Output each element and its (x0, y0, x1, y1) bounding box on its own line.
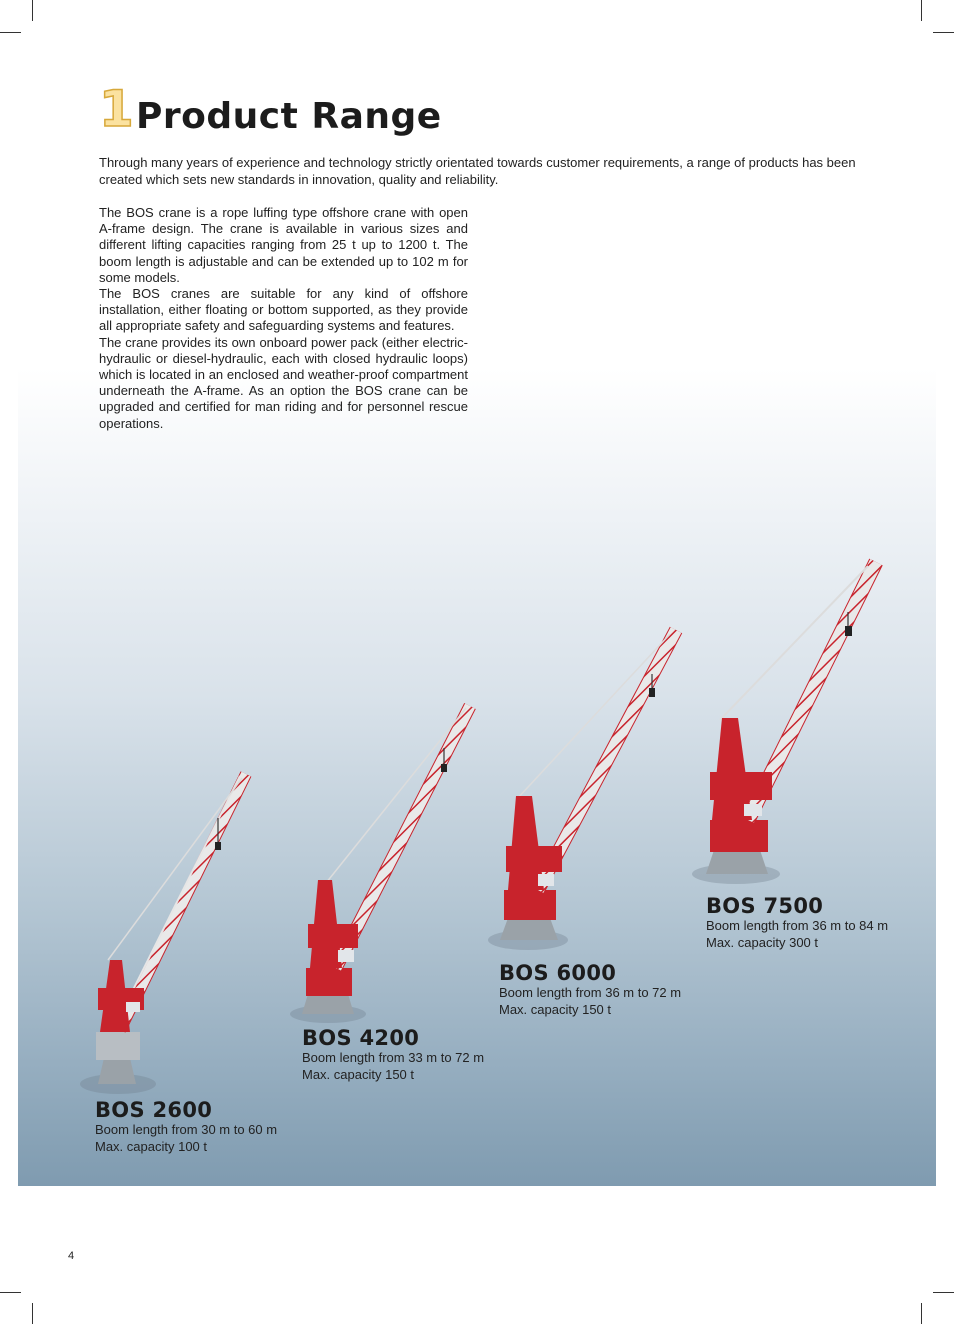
crop-mark-tl-v (32, 0, 33, 21)
crane-bos-4200 (290, 706, 470, 1023)
description-paragraph: The BOS cranes are suitable for any kind of offshore installation, either floating or bottom supported, as they provide all appropriate safety and safeguarding systems and features. (99, 286, 468, 334)
model-boom-length: Boom length from 33 m to 72 m (302, 1050, 485, 1065)
model-name: BOS 7500 (706, 894, 824, 918)
crop-mark-tr-v (921, 0, 922, 21)
model-boom-length: Boom length from 36 m to 84 m (706, 918, 889, 933)
model-name: BOS 4200 (302, 1026, 420, 1050)
model-boom-length: Boom length from 30 m to 60 m (95, 1122, 278, 1137)
crane-bos-7500 (692, 562, 876, 884)
crop-mark-br-h (933, 1292, 954, 1293)
model-capacity: Max. capacity 150 t (302, 1066, 414, 1082)
description-paragraph: The crane provides its own onboard power pack (either electric-hydraulic or diesel-hydraulic, each with closed hydraulic loops) which is located in an enclosed and weather-proof compartment underneath the A-frame. As an option the BOS crane can be upgraded and certified for man riding and for personnel rescue operations. (99, 334, 468, 431)
model-name: BOS 2600 (95, 1098, 213, 1122)
crane-bos-2600 (80, 774, 246, 1094)
model-bos-4200 (302, 1026, 484, 1083)
page-title: Product Range (136, 96, 442, 137)
crop-mark-br-v (921, 1303, 922, 1324)
intro-paragraph: Through many years of experience and technology strictly orientated towards customer requirements, a range of products has been created which sets new standards in innovation, quality and reliability. (99, 155, 856, 187)
description-paragraph: The BOS crane is a rope luffing type offshore crane with open A-frame design. The crane is available in various sizes and different lifting capacities ranging from 25 t up to 1200 t. The boom length is adjustable and can be extended up to 102 m for some models. (99, 205, 468, 285)
model-capacity: Max. capacity 150 t (499, 1001, 611, 1017)
section-number: 1 (99, 80, 134, 138)
description-block (99, 205, 468, 432)
model-bos-6000 (499, 961, 681, 1018)
model-capacity: Max. capacity 100 t (95, 1138, 207, 1154)
model-name: BOS 6000 (499, 961, 617, 985)
crop-mark-bl-h (0, 1292, 21, 1293)
model-bos-7500 (706, 894, 888, 951)
model-bos-2600 (95, 1098, 277, 1155)
crane-bos-6000 (488, 630, 676, 950)
page-number: 4 (68, 1250, 75, 1262)
crop-mark-tl-h (0, 32, 21, 33)
model-boom-length: Boom length from 36 m to 72 m (499, 985, 682, 1000)
model-capacity: Max. capacity 300 t (706, 934, 818, 950)
crop-mark-bl-v (32, 1303, 33, 1324)
crop-mark-tr-h (933, 32, 954, 33)
